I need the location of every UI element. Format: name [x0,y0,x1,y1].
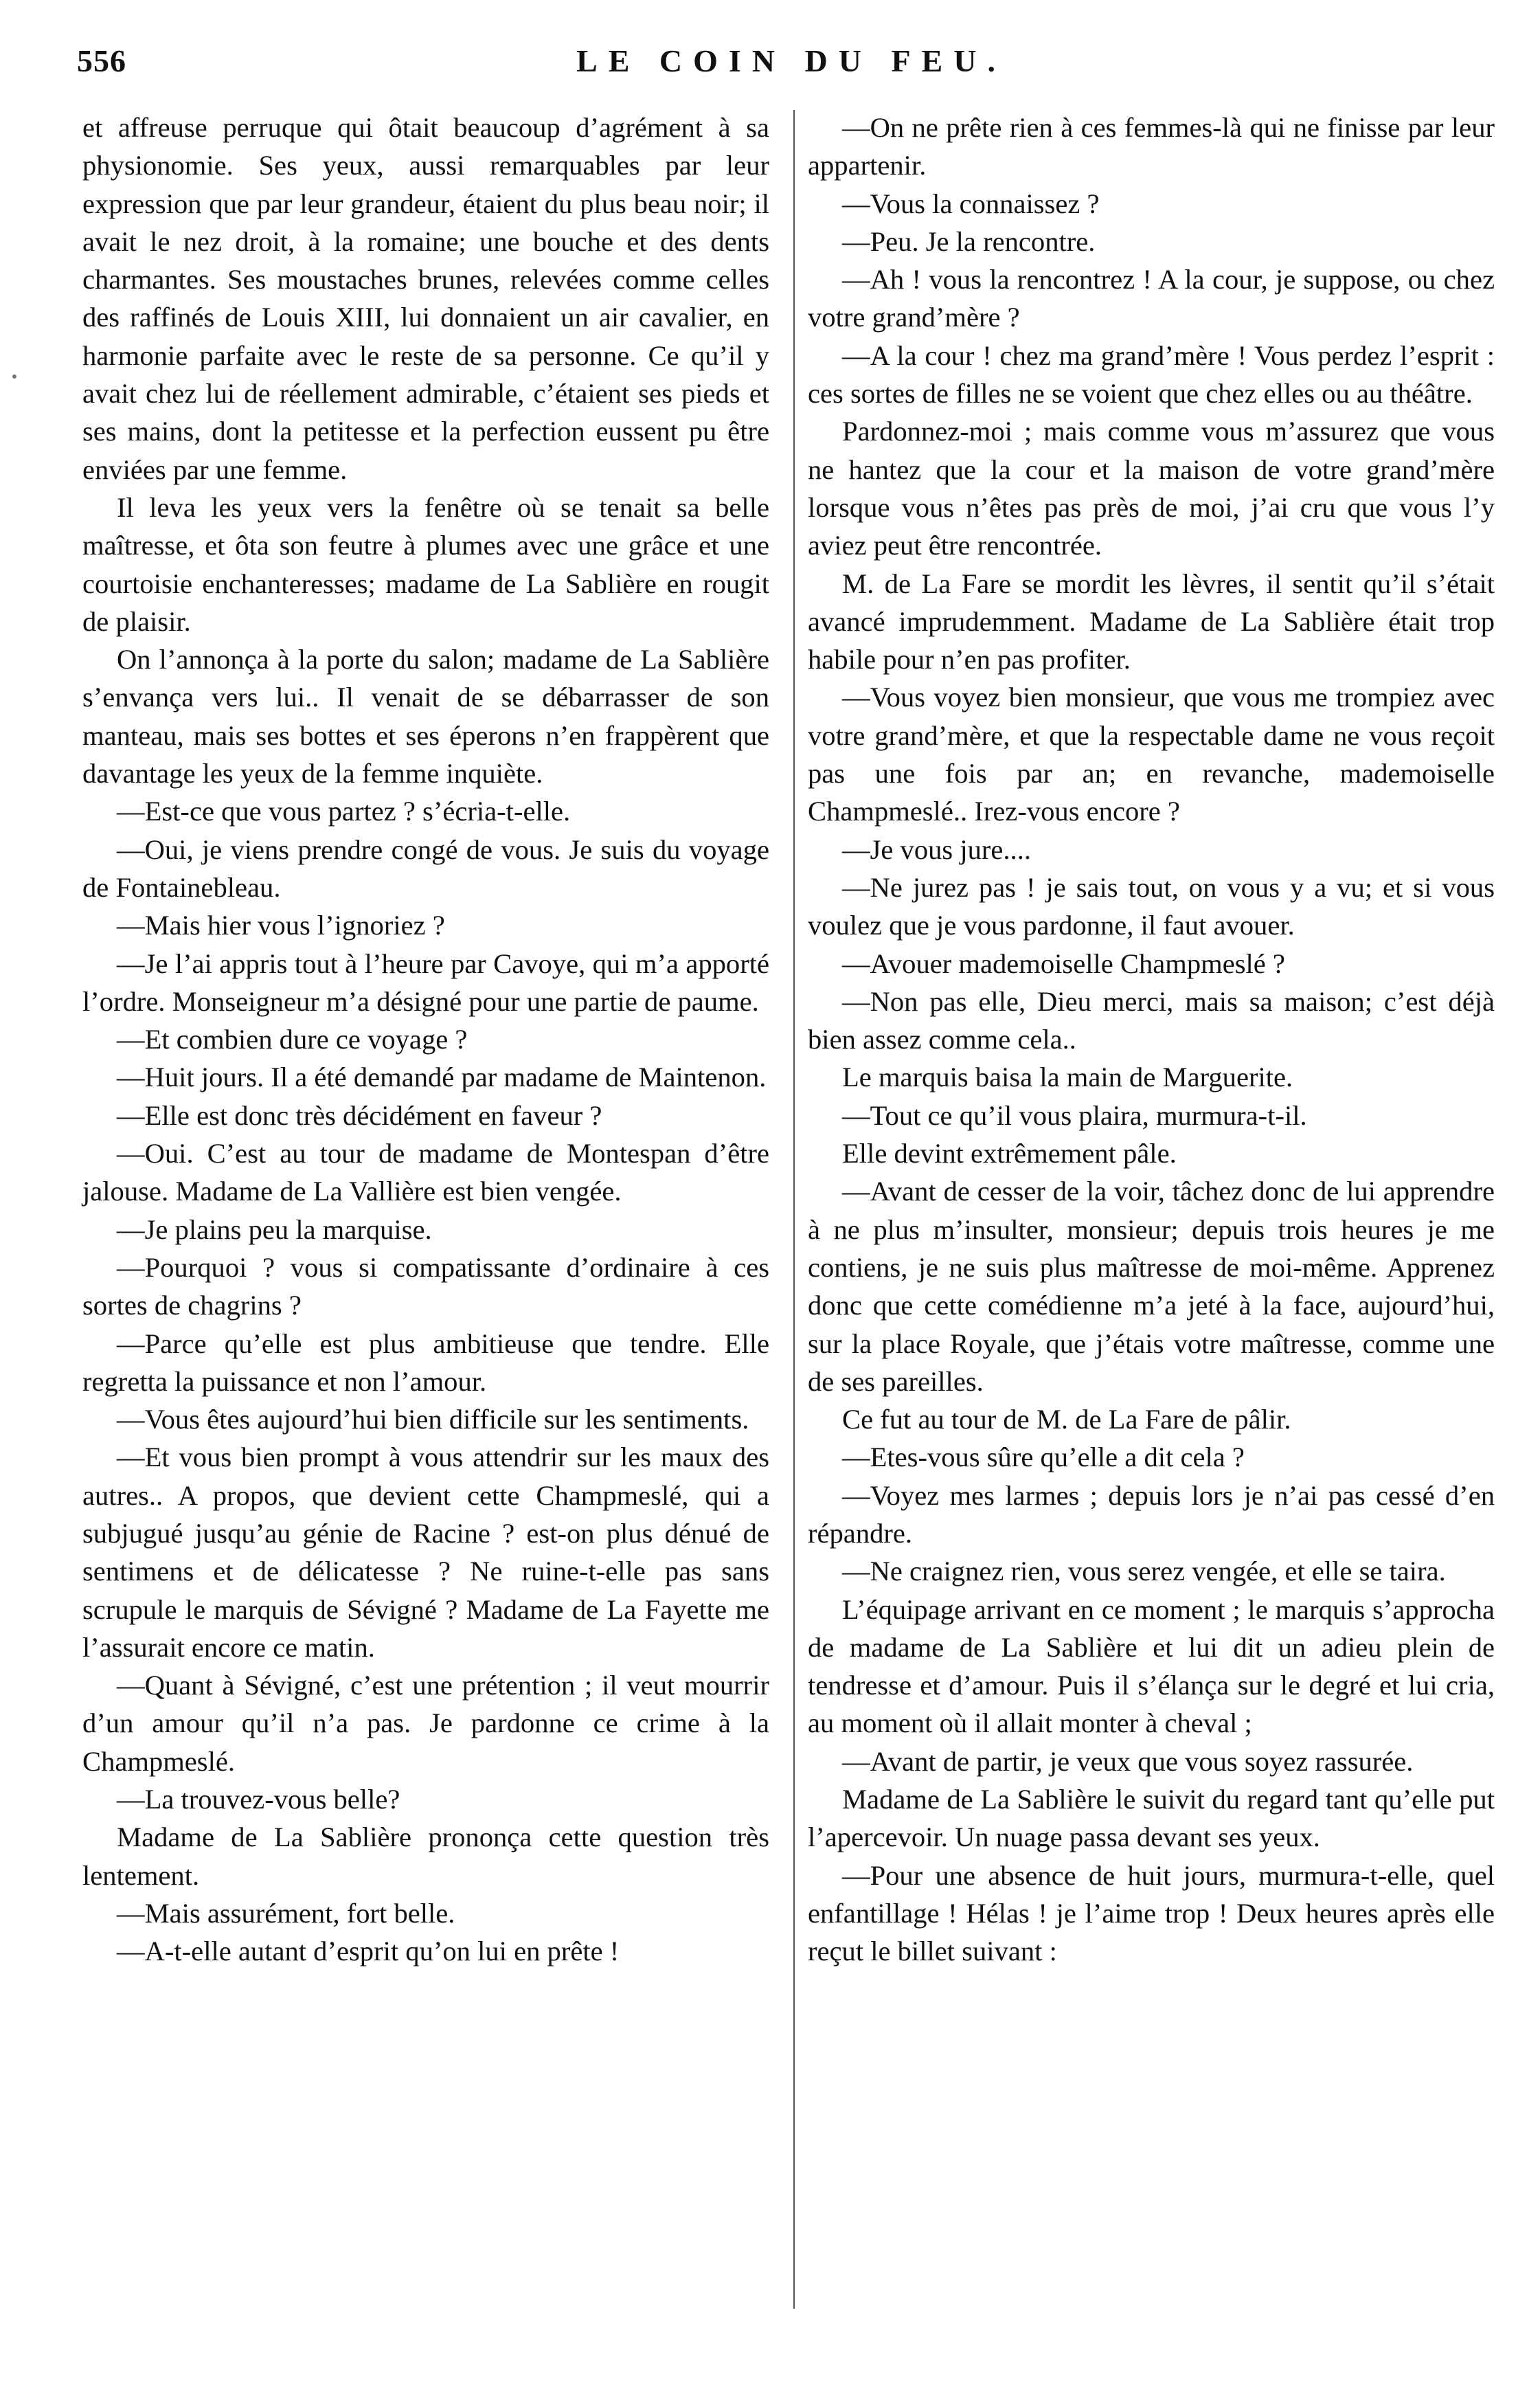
paragraph: —Mais assurément, fort belle. [117,1897,455,1929]
paragraph: —Et vous bien prompt à vous attendrir sur les maux des autres.. A propos, que devient cette Champmeslé, qui a subjugué jusqu’au génie de Racine ? est-on plus dénué de sentimens et de délicatesse ? Ne ruine-t-elle pas sans scrupule le marquis de Sévigné ? Madame de La Fayette me l’assurait encore ce matin. [82,1442,769,1663]
paragraph: Elle devint extrêmement pâle. [842,1138,1177,1169]
page-number: 556 [77,43,126,78]
running-title: LE COIN DU FEU. [576,43,1006,78]
paragraph: On l’annonça à la porte du salon; madame de La Sablière s’envança vers lui.. Il venait de se débarrasser de son manteau, mais ses bottes et ses éperons n’en frappèrent que davantage les yeux de la femme inquiète. [82,644,769,789]
left-column [82,109,769,1971]
paragraph: —Oui, je viens prendre congé de vous. Je suis du voyage de Fontainebleau. [82,833,769,903]
paragraph: —Est-ce que vous partez ? s’écria-t-elle. [117,796,571,827]
paragraph: —Vous la connaissez ? [842,188,1100,219]
paragraph: —Avouer mademoiselle Champmeslé ? [842,948,1285,979]
paragraph: —Pour une absence de huit jours, murmura-t-elle, quel enfantillage ! Hélas ! je l’aime trop ! Deux heures après elle reçut le billet suivant : [808,1859,1495,1967]
paragraph: —A la cour ! chez ma grand’mère ! Vous perdez l’esprit : ces sortes de filles ne se voient que chez elles ou au théâtre. [808,339,1495,410]
paragraph: —Voyez mes larmes ; depuis lors je n’ai pas cessé d’en répandre. [808,1479,1495,1549]
paragraph: —Parce qu’elle est plus ambitieuse que tendre. Elle regretta la puissance et non l’amour. [82,1327,769,1397]
paragraph: —Ah ! vous la rencontrez ! A la cour, je suppose, ou chez votre grand’mère ? [808,264,1495,333]
paragraph: —Etes-vous sûre qu’elle a dit cela ? [842,1442,1245,1473]
paragraph: —Tout ce qu’il vous plaira, murmura-t-il. [842,1099,1307,1131]
paragraph: Il leva les yeux vers la fenêtre où se tenait sa belle maîtresse, et ôta son feutre à plumes avec une grâce et une courtoisie enchanteresses; madame de La Sablière en rougit de plaisir. [82,491,769,637]
paragraph: —Peu. Je la rencontre. [842,225,1096,257]
paragraph: —A-t-elle autant d’esprit qu’on lui en prête ! [117,1936,620,1967]
right-column [808,109,1495,1971]
paragraph: —Ne craignez rien, vous serez vengée, et elle se taira. [842,1556,1446,1587]
paragraph: —Vous êtes aujourd’hui bien difficile sur les sentiments. [117,1404,749,1435]
paragraph: Ce fut au tour de M. de La Fare de pâlir. [842,1404,1291,1435]
paragraph: —Je vous jure.... [842,833,1031,865]
paragraph: —Avant de cesser de la voir, tâchez donc de lui apprendre à ne plus m’insulter, monsieur; depuis trois heures je me contiens, je ne suis plus maîtresse de moi-même. Apprenez donc que cette comédienne m’a jeté à la face, aujourd’hui, sur la place Royale, que j’étais votre maîtresse, comme une de ses pareilles. [808,1176,1495,1397]
paragraph: —Et combien dure ce voyage ? [117,1024,468,1055]
paragraph: —Oui. C’est au tour de madame de Montespan d’être jalouse. Madame de La Vallière est bien vengée. [82,1138,769,1207]
paragraph: —On ne prête rien à ces femmes-là qui ne finisse par leur appartenir. [808,112,1495,181]
paragraph: —Elle est donc très décidément en faveur ? [117,1099,602,1131]
paragraph: —Non pas elle, Dieu merci, mais sa maison; c’est déjà bien assez comme cela.. [808,985,1495,1055]
margin-mark [12,374,16,379]
paragraph: —Mais hier vous l’ignoriez ? [117,910,445,941]
paragraph: —Je plains peu la marquise. [117,1213,432,1245]
paragraph: —Vous voyez bien monsieur, que vous me trompiez avec votre grand’mère, et que la respectable dame ne vous reçoit pas une fois par an; en revanche, mademoiselle Champmeslé.. Irez-vous encore ? [808,682,1495,827]
paragraph: —Huit jours. Il a été demandé par madame de Maintenon. [117,1062,767,1093]
paragraph: —Quant à Sévigné, c’est une prétention ; il veut mourrir d’un amour qu’il n’a pas. Je pardonne ce crime à la Champmeslé. [82,1670,769,1777]
paragraph: M. de La Fare se mordit les lèvres, il sentit qu’il s’était avancé imprudemment. Madame de La Sablière était trop habile pour n’en pas profiter. [808,568,1495,675]
paragraph: Le marquis baisa la main de Marguerite. [842,1062,1293,1093]
paragraph: —La trouvez-vous belle? [117,1784,400,1815]
column-divider [793,110,795,2309]
paragraph: —Pourquoi ? vous si compatissante d’ordinaire à ces sortes de chagrins ? [82,1251,769,1321]
paragraph: —Avant de partir, je veux que vous soyez rassurée. [842,1745,1414,1777]
paragraph: —Je l’ai appris tout à l’heure par Cavoye, qui m’a apporté l’ordre. Monseigneur m’a désigné pour une partie de paume. [82,948,769,1017]
paragraph: et affreuse perruque qui ôtait beaucoup d’agrément à sa physionomie. Ses yeux, aussi remarquables par leur expression que par leur grandeur, étaient du plus beau noir; il avait le nez droit, à la romaine; une bouche et des dents charmantes. Ses moustaches brunes, relevées comme celles des raffinés de Louis XIII, lui donnaient un air cavalier, en harmonie parfaite avec le reste de sa personne. Ce qu’il y avait chez lui de réellement admirable, c’étaient ses pieds et ses mains, dont la petitesse et la perfection eussent pu être enviées par une femme. [82,112,769,485]
running-head [77,43,1506,91]
paragraph: Madame de La Sablière prononça cette question très lentement. [82,1822,769,1891]
paragraph: Madame de La Sablière le suivit du regard tant qu’elle put l’apercevoir. Un nuage passa devant ses yeux. [808,1784,1495,1853]
paragraph: Pardonnez-moi ; mais comme vous m’assurez que vous ne hantez que la cour et la maison de votre grand’mère lorsque vous n’êtes pas près de moi, j’ai cru que vous l’y aviez peut être rencontrée. [808,416,1495,561]
paragraph: —Ne jurez pas ! je sais tout, on vous y a vu; et si vous voulez que je vous pardonne, il faut avouer. [808,871,1495,941]
paragraph: L’équipage arrivant en ce moment ; le marquis s’approcha de madame de La Sablière et lui dit un adieu plein de tendresse et d’amour. Puis il s’élança sur le degré et lui cria, au moment où il allait monter à cheval ; [808,1593,1495,1739]
